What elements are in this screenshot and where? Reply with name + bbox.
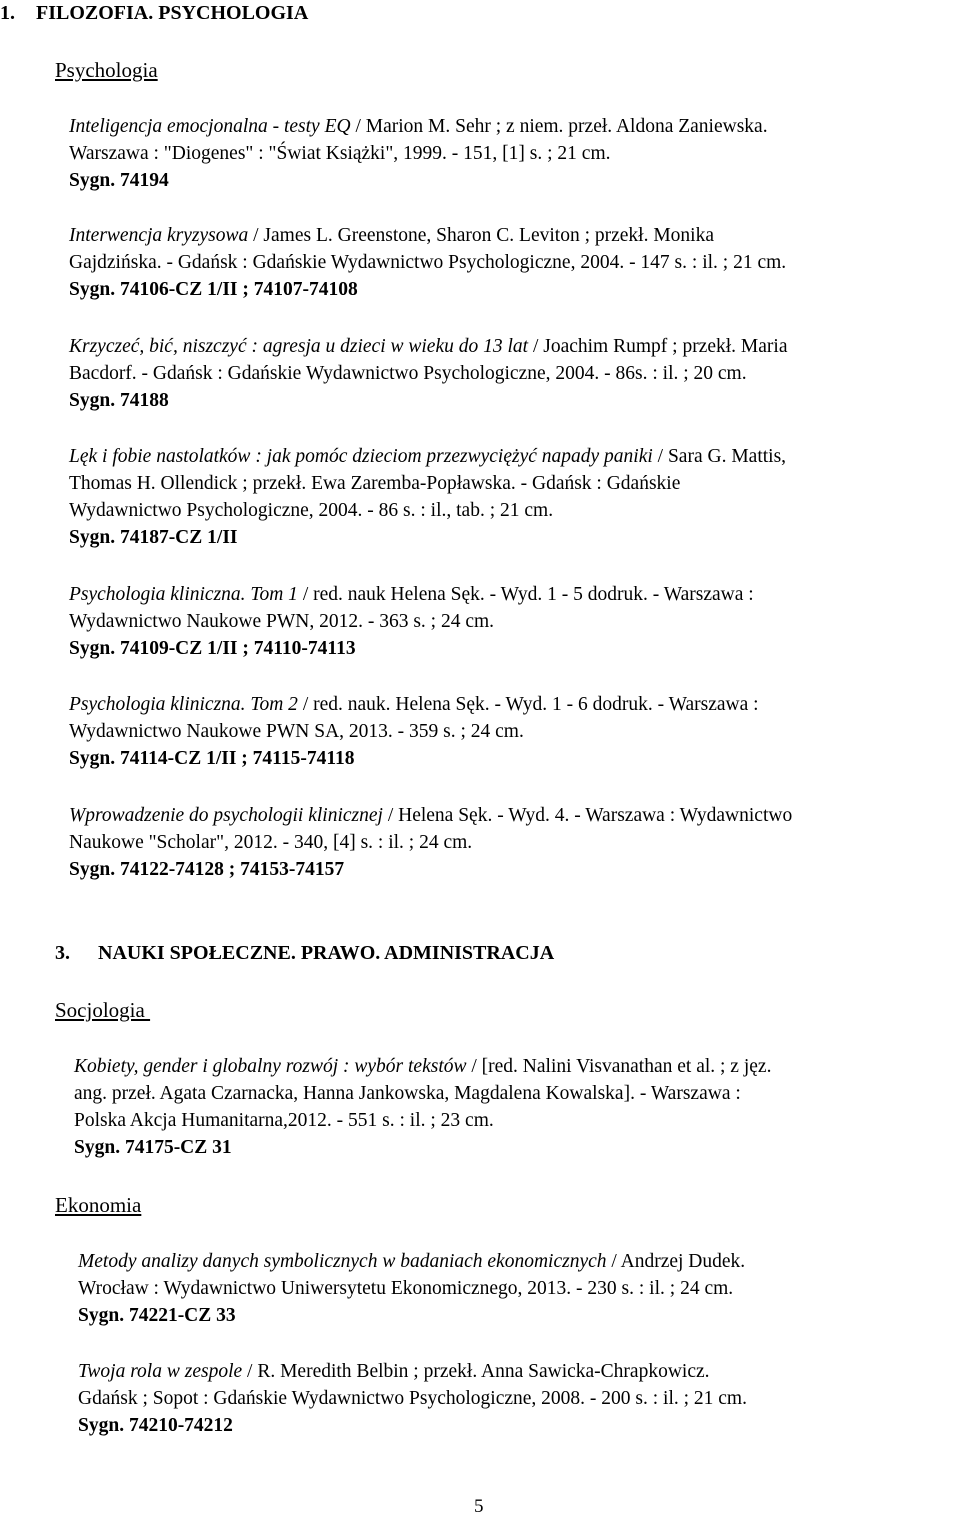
entry-line bbox=[78, 1248, 745, 1275]
entry-line bbox=[69, 581, 754, 608]
entry-line bbox=[69, 360, 787, 387]
chapter-title: FILOZOFIA. PSYCHOLOGIA bbox=[36, 2, 309, 24]
entry-details: Gdańsk ; Sopot : Gdańskie Wydawnictwo Psychologiczne, 2008. - 200 s. : il. ; 21 cm. bbox=[78, 1388, 747, 1409]
call-number: Sygn. 74188 bbox=[69, 390, 169, 411]
entry-title: Psychologia kliniczna. Tom 1 bbox=[69, 584, 298, 605]
bib-entry bbox=[69, 222, 786, 303]
entry-line bbox=[78, 1275, 745, 1302]
bib-entry bbox=[69, 581, 754, 662]
call-number: Sygn. 74194 bbox=[69, 170, 169, 191]
entry-details: Bacdorf. - Gdańsk : Gdańskie Wydawnictwo Psychologiczne, 2004. - 86s. : il. ; 20 cm. bbox=[69, 363, 747, 384]
call-number: Sygn. 74210-74212 bbox=[78, 1415, 233, 1436]
entry-details: Naukowe "Scholar", 2012. - 340, [4] s. : il. ; 24 cm. bbox=[69, 832, 473, 853]
entry-line bbox=[69, 113, 768, 140]
bib-entry bbox=[69, 802, 792, 883]
call-number: Sygn. 74175-CZ 31 bbox=[74, 1137, 232, 1158]
entry-details: / Sara G. Mattis, bbox=[652, 446, 787, 467]
entry-title: Lęk i fobie nastolatków : jak pomóc dzieciom przezwyciężyć napady paniki bbox=[69, 446, 653, 467]
entry-line bbox=[69, 829, 792, 856]
entry-line bbox=[69, 140, 768, 167]
call-number: Sygn. 74221-CZ 33 bbox=[78, 1305, 236, 1326]
entry-details: / James L. Greenstone, Sharon C. Leviton ; przekł. Monika bbox=[248, 225, 714, 246]
entry-line bbox=[69, 222, 786, 249]
entry-line bbox=[69, 608, 754, 635]
page-number: 5 bbox=[474, 1496, 484, 1517]
chapter-title: NAUKI SPOŁECZNE. PRAWO. ADMINISTRACJA bbox=[98, 942, 555, 964]
entry-line bbox=[69, 802, 792, 829]
entry-line bbox=[69, 718, 759, 745]
entry-details: / red. nauk. Helena Sęk. - Wyd. 1 - 6 dodruk. - Warszawa : bbox=[297, 694, 759, 715]
bib-entry bbox=[78, 1248, 745, 1329]
entry-title: Metody analizy danych symbolicznych w badaniach ekonomicznych bbox=[78, 1251, 607, 1272]
chapter-number: 3. bbox=[55, 942, 70, 964]
entry-details: / Marion M. Sehr ; z niem. przeł. Aldona Zaniewska. bbox=[350, 116, 768, 137]
bib-entry bbox=[74, 1053, 771, 1161]
entry-details: ang. przeł. Agata Czarnacka, Hanna Jankowska, Magdalena Kowalska]. - Warszawa : bbox=[74, 1083, 741, 1104]
entry-details: / Andrzej Dudek. bbox=[606, 1251, 746, 1272]
chapter-heading bbox=[0, 1, 308, 25]
section-heading: Psychologia bbox=[55, 58, 158, 82]
bib-entry bbox=[69, 113, 768, 194]
call-number: Sygn. 74114-CZ 1/II ; 74115-74118 bbox=[69, 748, 355, 769]
entry-line bbox=[69, 470, 786, 497]
entry-line bbox=[74, 1053, 771, 1080]
entry-details: Wrocław : Wydawnictwo Uniwersytetu Ekonomicznego, 2013. - 230 s. : il. ; 24 cm. bbox=[78, 1278, 734, 1299]
call-number: Sygn. 74122-74128 ; 74153-74157 bbox=[69, 859, 345, 880]
entry-details: Wydawnictwo Naukowe PWN, 2012. - 363 s. ; 24 cm. bbox=[69, 611, 495, 632]
entry-details: / red. nauk Helena Sęk. - Wyd. 1 - 5 dodruk. - Warszawa : bbox=[297, 584, 754, 605]
entry-details: / [red. Nalini Visvanathan et al. ; z jęz. bbox=[466, 1056, 772, 1077]
entry-details: Polska Akcja Humanitarna,2012. - 551 s. : il. ; 23 cm. bbox=[74, 1110, 494, 1131]
chapter-heading bbox=[55, 941, 554, 965]
entry-title: Wprowadzenie do psychologii klinicznej bbox=[69, 805, 383, 826]
entry-line bbox=[69, 333, 787, 360]
call-number: Sygn. 74109-CZ 1/II ; 74110-74113 bbox=[69, 638, 356, 659]
entry-line bbox=[74, 1107, 771, 1134]
entry-line bbox=[69, 691, 759, 718]
chapter-number: 1. bbox=[0, 2, 15, 24]
entry-details: / Joachim Rumpf ; przekł. Maria bbox=[528, 336, 788, 357]
entry-details: Thomas H. Ollendick ; przekł. Ewa Zaremba-Popławska. - Gdańsk : Gdańskie bbox=[69, 473, 681, 494]
bib-entry bbox=[69, 333, 787, 414]
entry-line bbox=[69, 249, 786, 276]
entry-line bbox=[69, 497, 786, 524]
entry-line bbox=[78, 1385, 747, 1412]
entry-details: Warszawa : "Diogenes" : "Świat Książki", 1999. - 151, [1] s. ; 21 cm. bbox=[69, 143, 611, 164]
section-heading: Ekonomia bbox=[55, 1193, 142, 1217]
bib-entry bbox=[69, 443, 786, 551]
entry-title: Psychologia kliniczna. Tom 2 bbox=[69, 694, 298, 715]
entry-details: Gajdzińska. - Gdańsk : Gdańskie Wydawnictwo Psychologiczne, 2004. - 147 s. : il. ; 21 cm. bbox=[69, 252, 787, 273]
entry-details: / R. Meredith Belbin ; przekł. Anna Sawicka-Chrapkowicz. bbox=[242, 1361, 710, 1382]
entry-title: Twoja rola w zespole bbox=[78, 1361, 243, 1382]
entry-title: Interwencja kryzysowa bbox=[69, 225, 249, 246]
section-heading: Socjologia bbox=[55, 998, 151, 1022]
bib-entry bbox=[78, 1358, 747, 1439]
entry-details: / Helena Sęk. - Wyd. 4. - Warszawa : Wydawnictwo bbox=[382, 805, 793, 826]
entry-title: Krzyczeć, bić, niszczyć : agresja u dzieci w wieku do 13 lat bbox=[69, 336, 529, 357]
entry-line bbox=[69, 443, 786, 470]
call-number: Sygn. 74187-CZ 1/II bbox=[69, 527, 238, 548]
entry-title: Kobiety, gender i globalny rozwój : wybór tekstów bbox=[74, 1056, 467, 1077]
call-number: Sygn. 74106-CZ 1/II ; 74107-74108 bbox=[69, 279, 358, 300]
bib-entry bbox=[69, 691, 759, 772]
entry-line bbox=[78, 1358, 747, 1385]
entry-line bbox=[74, 1080, 771, 1107]
entry-details: Wydawnictwo Naukowe PWN SA, 2013. - 359 s. ; 24 cm. bbox=[69, 721, 524, 742]
entry-details: Wydawnictwo Psychologiczne, 2004. - 86 s. : il., tab. ; 21 cm. bbox=[69, 500, 554, 521]
entry-title: Inteligencja emocjonalna - testy EQ bbox=[69, 116, 351, 137]
